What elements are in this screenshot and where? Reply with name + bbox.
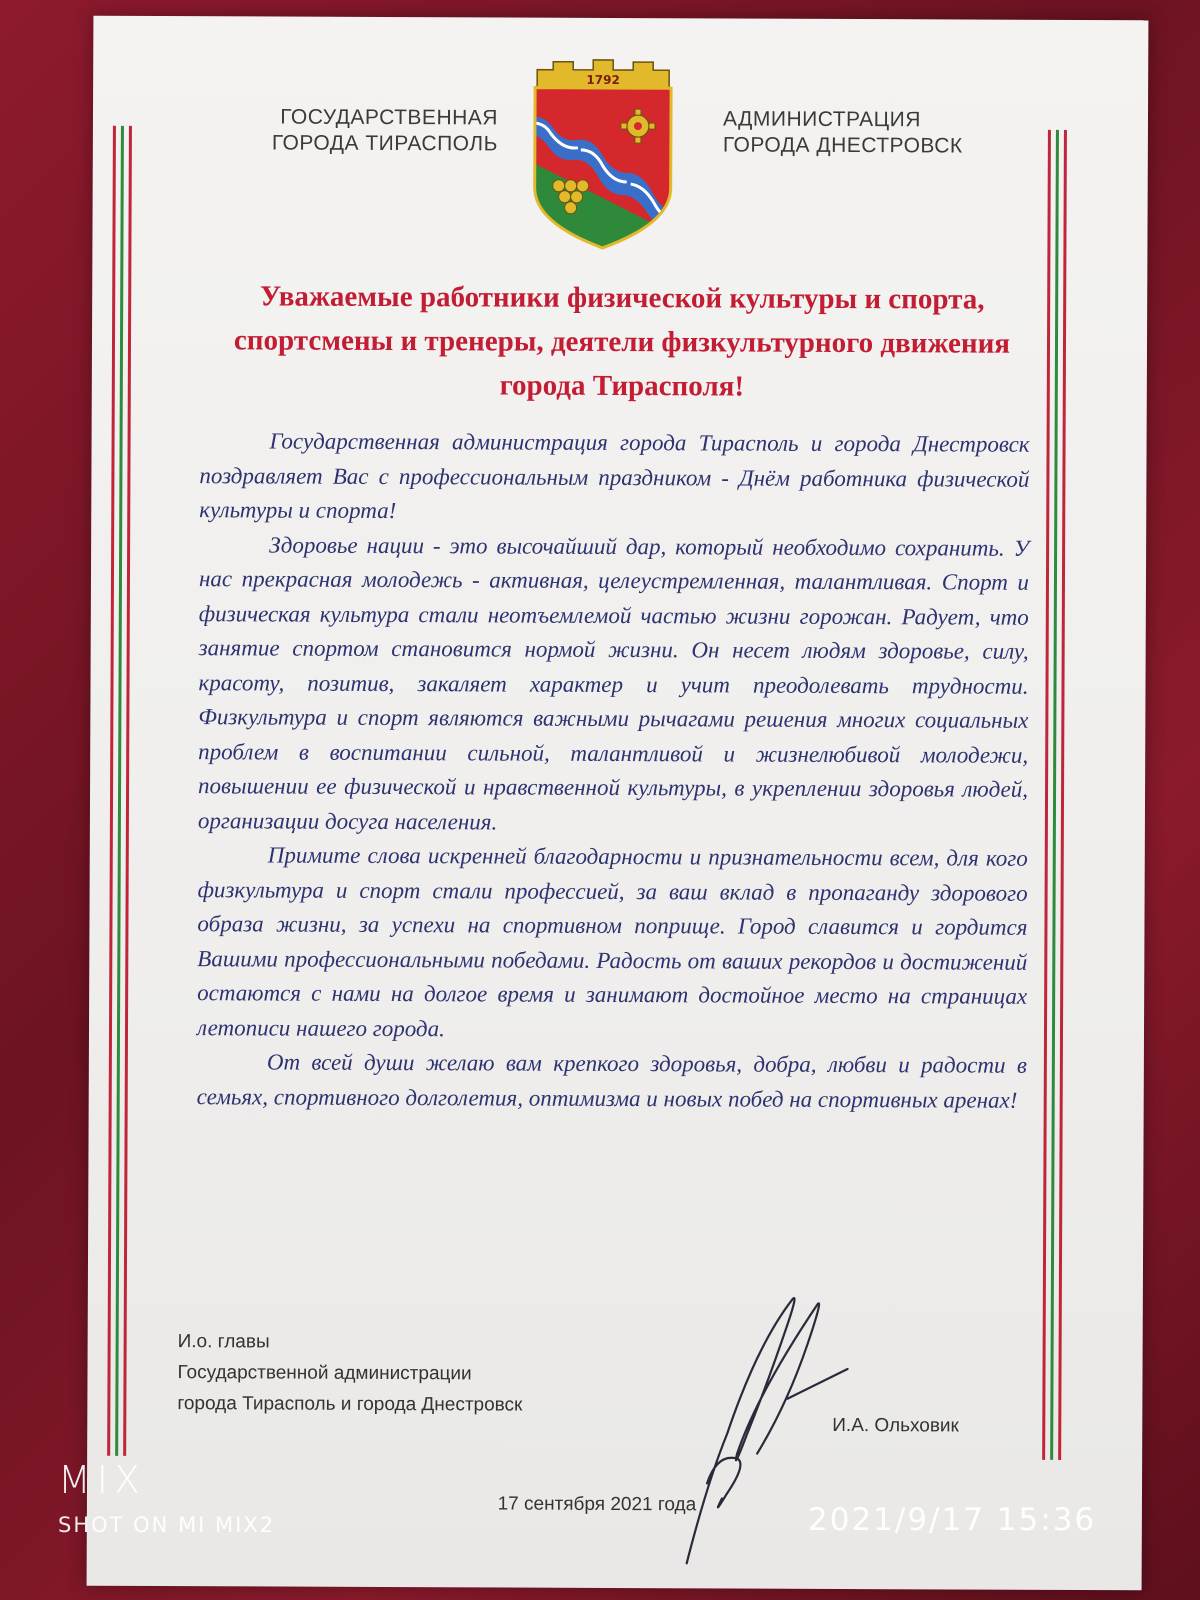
position-line-2: Государственной администрации — [177, 1362, 472, 1385]
timestamp-watermark: 2021/9/17 15:36 — [808, 1502, 1097, 1538]
signatory-position — [177, 1326, 637, 1421]
position-line-1: И.о. главы — [177, 1331, 270, 1353]
letter-sheet — [87, 16, 1149, 1591]
body-paragraph-2: Здоровье нации - это высочайший дар, который необходимо сохранить. У нас прекрасная молодежь - активная, целеустремленная, талантливая. Спорт и физическая культура стали неотъемлемой частью жизни горожан. Радует, что занятие спортом становится нормой жизни. Он несет людям здоровье, силу, красоту, позитив, закаляет характер и учит преодолевать трудности. Физкультура и спорт являются важными рычагами решения многих социальных проблем в воспитании сильной, талантливой и жизнелюбивой молодежи, повышении ее физической и нравственной культуры, в укреплении здоровья людей, организации досуга населения. — [197, 531, 1030, 834]
left-border-stripes — [107, 126, 135, 1456]
shot-on-watermark: SHOT ON MI MIX2 — [58, 1513, 276, 1537]
left-organization-name — [228, 104, 498, 157]
left-org-line-1: ГОСУДАРСТВЕННАЯ — [280, 105, 499, 130]
right-org-line-2: ГОРОДА ДНЕСТРОВСК — [722, 133, 963, 158]
body-paragraph-1: Государственная администрация города Тирасполь и города Днестровск поздравляет Вас с профессиональным праздником - Днём работника физической культуры и спорта! — [199, 428, 1030, 524]
right-org-line-1: АДМИНИСТРАЦИЯ — [722, 107, 922, 132]
position-line-3: города Тирасполь и города Днестровск — [177, 1393, 523, 1416]
letter-body — [197, 424, 1030, 1118]
left-org-line-2: ГОРОДА ТИРАСПОЛЬ — [271, 131, 498, 156]
letter-title — [192, 274, 1053, 410]
title-line-2: спортсмены и тренеры, деятели физкультурного движения — [233, 324, 1011, 360]
camera-brand-watermark: MIX — [58, 1458, 147, 1502]
right-organization-name — [723, 106, 1023, 159]
letter-date: 17 сентября 2021 года — [497, 1493, 697, 1516]
signatory-name: И.А. Ольховик — [832, 1414, 959, 1437]
city-coat-of-arms-icon — [522, 58, 683, 254]
emblem-year: 1792 — [586, 72, 620, 88]
body-paragraph-4: От всей души желаю вам крепкого здоровья, добра, любви и радости в семьях, спортивного долголетия, оптимизма и новых побед на спортивных аренах! — [196, 1049, 1027, 1113]
body-paragraph-3: Примите слова искренней благодарности и признательности всем, для кого физкультура и спорт стали профессией, за ваш вклад в пропаганду здорового образа жизни, за успехи на спортивном поприще. Город славится и гордится Вашими профессиональными победами. Радость от ваших рекордов и достижений остаются с нами на долгое время и занимают достойное место на страницах летописи нашего города. — [196, 842, 1028, 1041]
title-line-3: города Тирасполя! — [499, 369, 745, 403]
title-line-1: Уважаемые работники физической культуры и спорта, — [259, 280, 985, 316]
